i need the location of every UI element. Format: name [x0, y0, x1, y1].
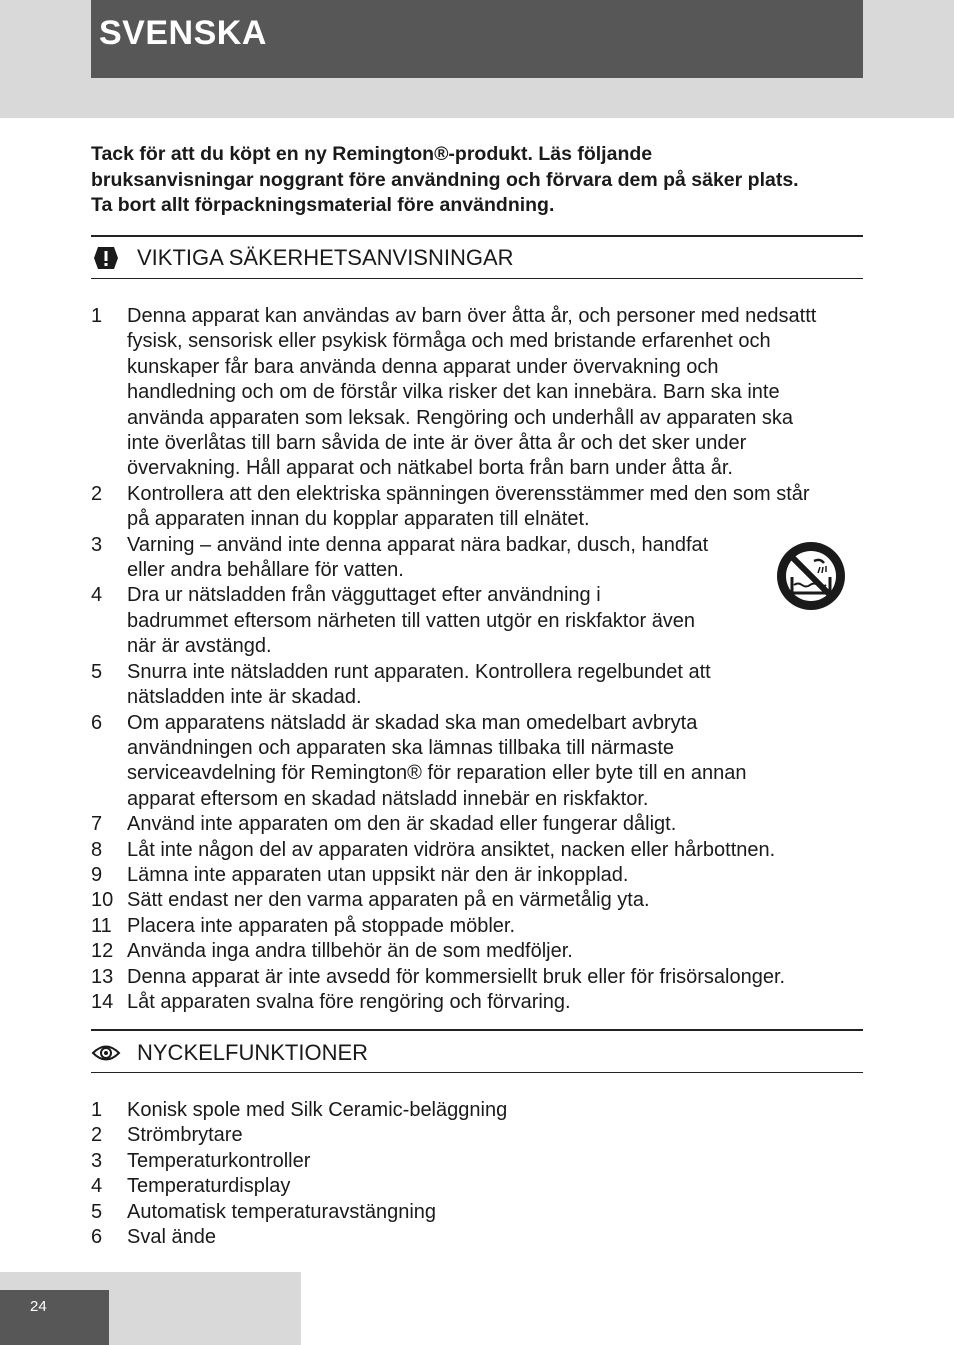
item-text: [127, 304, 871, 482]
list-item: [91, 914, 871, 939]
item-text: [127, 939, 871, 964]
item-line: Låt apparaten svalna före rengöring och förvaring.: [127, 990, 571, 1013]
intro-line: bruksanvisningar noggrant före användning och förvara dem på säker plats.: [91, 168, 799, 191]
list-item: [91, 1200, 871, 1225]
list-item: [91, 939, 871, 964]
list-item: [91, 888, 871, 913]
item-line: Sätt endast ner den varma apparaten på en värmetålig yta.: [127, 889, 650, 912]
item-text: [127, 583, 871, 659]
item-text: [127, 1098, 871, 1123]
item-line: Sval ände: [127, 1226, 216, 1249]
item-number: 4: [91, 584, 103, 607]
item-line: Låt inte någon del av apparaten vidröra ansiktet, nacken eller hårbottnen.: [127, 838, 776, 861]
item-line: eller andra behållare för vatten.: [127, 559, 404, 582]
list-item: [91, 1174, 871, 1199]
safety-heading-text: VIKTIGA SÄKERHETSANVISNINGAR: [137, 245, 514, 270]
item-text: [127, 990, 871, 1015]
item-number: 9: [91, 863, 103, 886]
item-line: fysisk, sensorisk eller psykisk förmåga och med bristande erfarenhet och: [127, 330, 771, 353]
section-rule-top: [91, 1029, 863, 1031]
item-line: Denna apparat kan användas av barn över åtta år, och personer med nedsattt: [127, 305, 817, 327]
item-number: 5: [91, 1200, 103, 1223]
safety-heading: [91, 245, 514, 271]
item-number: 14: [91, 990, 114, 1013]
features-heading-text: NYCKELFUNKTIONER: [137, 1040, 369, 1065]
item-line: Använda inga andra tillbehör än de som medföljer.: [127, 940, 573, 963]
item-line: Snurra inte nätsladden runt apparaten. Kontrollera regelbundet att: [127, 660, 711, 683]
list-item: [91, 711, 871, 813]
section-rule-bottom: [91, 1072, 863, 1073]
item-line: Använd inte apparaten om den är skadad eller fungerar dåligt.: [127, 813, 677, 836]
list-item: [91, 660, 871, 711]
item-line: övervakning. Håll apparat och nätkabel borta från barn under åtta år.: [127, 457, 733, 480]
item-text: [127, 711, 871, 813]
item-text: [127, 863, 871, 888]
item-line: Lämna inte apparaten utan uppsikt när den är inkopplad.: [127, 863, 629, 886]
item-text: [127, 1225, 871, 1250]
item-line: inte överlåtas till barn såvida de inte är över åtta år och det sker under: [127, 432, 747, 455]
item-number: 8: [91, 838, 103, 861]
item-text: [127, 812, 871, 837]
item-text: [127, 1149, 871, 1174]
list-item: [91, 1123, 871, 1148]
item-line: kunskaper får bara använda denna apparat under övervakning och: [127, 355, 719, 378]
item-text: [127, 838, 871, 863]
item-text: [127, 1123, 871, 1148]
list-item: [91, 965, 871, 990]
item-line: Temperaturkontroller: [127, 1149, 311, 1172]
item-line: Temperaturdisplay: [127, 1175, 291, 1198]
item-number: 7: [91, 813, 103, 836]
item-line: Automatisk temperaturavstängning: [127, 1200, 437, 1223]
item-text: [127, 1174, 871, 1199]
item-line: Denna apparat är inte avsedd för kommersiellt bruk eller för frisörsalonger.: [127, 965, 786, 988]
page-number-box: [0, 1290, 109, 1345]
section-rule-bottom: [91, 278, 863, 279]
item-line: badrummet eftersom närheten till vatten utgör en riskfaktor även: [127, 609, 696, 632]
item-line: Konisk spole med Silk Ceramic-beläggning: [127, 1099, 508, 1121]
item-line: användningen och apparaten ska lämnas tillbaka till närmaste: [127, 736, 675, 759]
item-number: 3: [91, 533, 103, 556]
item-line: när är avstängd.: [127, 635, 272, 658]
item-number: 6: [91, 1226, 103, 1249]
intro-line: Ta bort allt förpackningsmaterial före användning.: [91, 194, 555, 216]
item-number: 6: [91, 711, 103, 734]
item-number: 2: [91, 1124, 103, 1147]
item-text: [127, 660, 871, 711]
intro-text: [91, 142, 871, 219]
item-text: [127, 533, 871, 584]
page-number: 24: [30, 1298, 47, 1315]
item-number: 5: [91, 660, 103, 683]
list-item: [91, 1225, 871, 1250]
list-item: [91, 304, 871, 482]
list-item: [91, 1149, 871, 1174]
item-line: handledning och om de förstår vilka risker det kan innebära. Barn ska inte: [127, 381, 780, 404]
warning-icon: [91, 245, 121, 271]
item-number: 2: [91, 482, 103, 505]
item-line: använda apparaten som leksak. Rengöring och underhåll av apparaten ska: [127, 406, 793, 429]
item-line: Placera inte apparaten på stoppade möbler.: [127, 914, 516, 937]
item-text: [127, 965, 871, 990]
list-item: [91, 812, 871, 837]
item-number: 12: [91, 940, 114, 963]
item-line: Kontrollera att den elektriska spänningen överensstämmer med den som står: [127, 482, 810, 505]
list-item: [91, 1098, 871, 1123]
item-line: Varning – använd inte denna apparat nära badkar, dusch, handfat: [127, 533, 709, 556]
safety-list: [91, 304, 871, 1015]
item-number: 13: [91, 965, 114, 988]
item-text: [127, 914, 871, 939]
intro-line: Tack för att du köpt en ny Remington®-produkt. Läs följande: [91, 143, 653, 165]
item-line: apparat eftersom en skadad nätsladd innebär en riskfaktor.: [127, 787, 649, 810]
section-rule-top: [91, 235, 863, 237]
list-item: [91, 533, 871, 584]
list-item: [91, 990, 871, 1015]
item-number: 3: [91, 1149, 103, 1172]
item-number: 1: [91, 1099, 103, 1121]
list-item: [91, 838, 871, 863]
item-number: 10: [91, 889, 114, 912]
list-item: [91, 482, 871, 533]
item-text: [127, 888, 871, 913]
eye-icon: [91, 1040, 121, 1066]
item-number: 11: [91, 914, 112, 937]
no-water-bath-icon: [776, 541, 846, 611]
item-line: Strömbrytare: [127, 1124, 243, 1147]
item-line: på apparaten innan du kopplar apparaten till elnätet.: [127, 508, 590, 531]
item-line: Om apparatens nätsladd är skadad ska man omedelbart avbryta: [127, 711, 698, 734]
item-line: serviceavdelning för Remington® för reparation eller byte till en annan: [127, 762, 747, 785]
features-list: [91, 1098, 871, 1250]
item-number: 4: [91, 1175, 103, 1198]
item-number: 1: [91, 305, 103, 327]
page-title: SVENSKA: [99, 14, 267, 52]
item-line: Dra ur nätsladden från vägguttaget efter användning i: [127, 584, 601, 607]
list-item: [91, 583, 871, 659]
features-heading: [91, 1040, 368, 1066]
list-item: [91, 863, 871, 888]
item-line: nätsladden inte är skadad.: [127, 686, 362, 709]
item-text: [127, 1200, 871, 1225]
item-text: [127, 482, 871, 533]
